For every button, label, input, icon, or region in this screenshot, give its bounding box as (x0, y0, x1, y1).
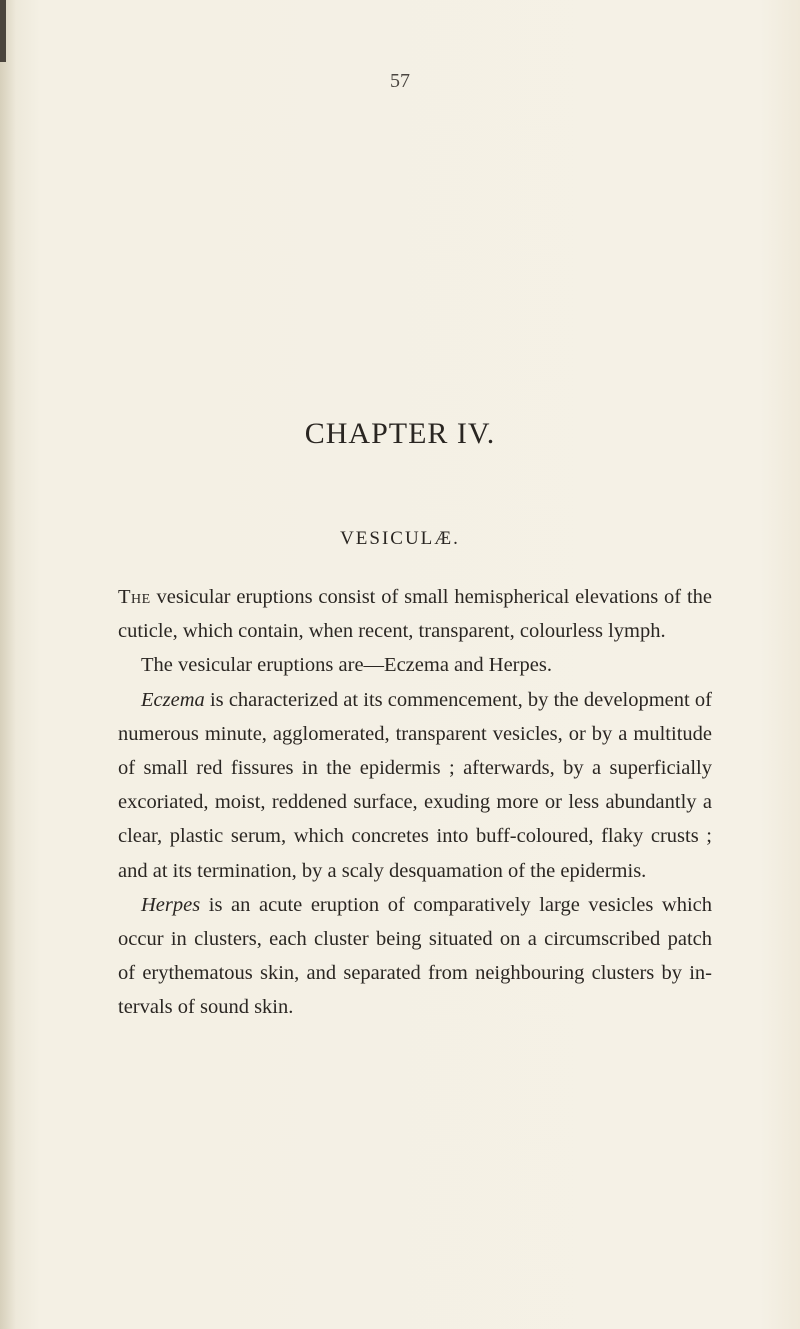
paragraph-eczema-text: is characterized at its commencement, by the development of numerous minute, agglomerated, transparent vesicles, or by a multitude of small red fissures in the epidermis ; afterwards, by a superficially excoriated, moist, reddened surface, exuding more or less abundantly a clear, plastic serum, which concretes into buff-coloured, flaky crusts ; and at its termination, by a scaly desquamation of the epidermis. (118, 688, 712, 882)
paragraph-intro-text: vesicular eruptions consist of small hemispherical elevations of the cuticle, which contain, when recent, transparent, colourless lymph. (118, 586, 712, 643)
section-title: VESICULÆ. (340, 528, 460, 549)
paragraph-herpes (118, 888, 712, 1025)
spine-shadow (0, 0, 16, 1329)
chapter-title: CHAPTER IV. (304, 417, 496, 450)
paragraph-lead-word: The (118, 586, 151, 608)
term-eczema: Eczema (141, 688, 205, 711)
page-number: 57 (390, 70, 410, 92)
page-edge-mark (0, 0, 6, 62)
body-text (118, 580, 712, 1025)
paragraph-herpes-text: is an acute eruption of comparatively large vesicles which occur in clusters, each cluster being situated on a circumscribed patch of erythematous skin, and separated from neighbouring clusters by intervals of sound skin. (118, 893, 712, 1019)
paragraph-eruptions: The vesicular eruptions are—Eczema and Herpes. (141, 654, 552, 677)
paragraph-intro (118, 580, 712, 648)
paragraph-eczema (118, 683, 712, 888)
term-herpes: Herpes (141, 893, 201, 916)
